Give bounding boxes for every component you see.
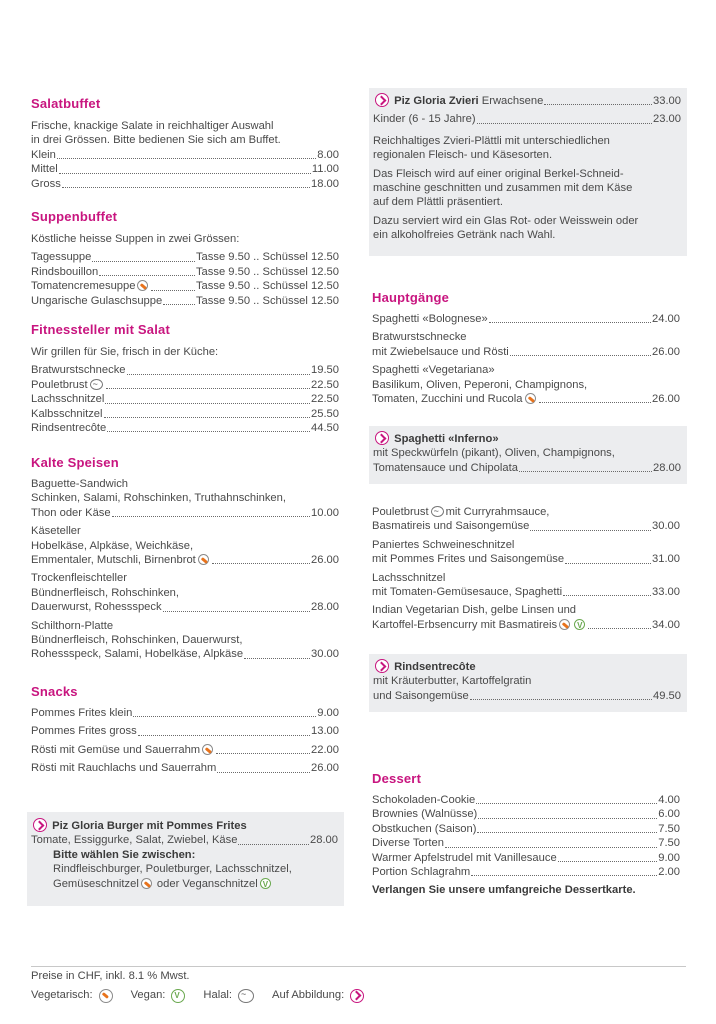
icon-legend: Vegetarisch: Vegan: V Halal: ~ Auf Abbildung: [31, 988, 366, 1002]
entrecote-title: Rindsentrecôte [394, 661, 476, 673]
suppenbuffet-section [31, 232, 339, 308]
menu-item: Ungarische Gulaschsuppe Tasse 9.50 .. Schüssel 12.50 [31, 294, 339, 307]
section-title-suppenbuffet: Suppenbuffet [31, 209, 118, 224]
menu-item: Obstkuchen (Saison) 7.50 [372, 822, 680, 835]
menu-item: Lachsschnitzel 22.50 [31, 393, 339, 406]
hauptgaenge-more [372, 505, 680, 632]
kalte-speisen-section [31, 477, 339, 662]
halal-icon [238, 989, 254, 1003]
menu-item: Kalbsschnitzel 25.50 [31, 407, 339, 420]
vegetarian-icon [559, 619, 570, 630]
menu-item: Tomate, Essiggurke, Salat, Zwiebel, Käse 28.00 [31, 834, 338, 847]
menu-item: Spaghetti «Bolognese» 24.00 [372, 313, 680, 325]
salatbuffet-desc: Frische, knackige Salate in reichhaltiger Auswahl [31, 120, 274, 132]
price-note: Preise in CHF, inkl. 8.1 % Mwst. [31, 970, 190, 982]
menu-item: Portion Schlagrahm 2.00 [372, 866, 680, 879]
vegetarian-icon [525, 393, 536, 404]
footer [31, 969, 366, 1003]
section-title-kalte-speisen: Kalte Speisen [31, 455, 119, 470]
menu-item: Tomatencremesuppe Tasse 9.50 .. Schüssel 12.50 [31, 280, 339, 293]
suppenbuffet-desc: Köstliche heisse Suppen in zwei Grössen: [31, 233, 240, 245]
menu-item: und Saisongemüse 49.50 [373, 689, 681, 702]
menu-item: Mittel 11.00 [31, 163, 339, 176]
entrecote-box: Rindsentrecôte mit Kräuterbutter, Kartoffelgratin und Saisongemüse 49.50 [369, 654, 687, 712]
vegetarian-icon [198, 554, 209, 565]
menu-item: Schilthorn-Platte Bündnerfleisch, Rohschinken, Dauerwurst, Rohessspeck, Salami, Hobelkäse, Alpkäse 30.00 [31, 619, 339, 661]
menu-item: Käseteller Hobelkäse, Alpkäse, Weichkäse, Emmentaler, Mutschli, Birnenbrot 26.00 [31, 525, 339, 567]
halal-icon [431, 506, 444, 517]
menu-item: Warmer Apfelstrudel mit Vanillesauce 9.00 [372, 851, 680, 864]
menu-item: Diverse Torten 7.50 [372, 837, 680, 850]
menu-item: Trockenfleischteller Bündnerfleisch, Rohschinken, Dauerwurst, Rohessspeck 28.00 [31, 572, 339, 614]
menu-item: Rösti mit Rauchlachs und Sauerrahm 26.00 [31, 762, 339, 775]
menu-item: Rindsbouillon Tasse 9.50 .. Schüssel 12.50 [31, 265, 339, 278]
salatbuffet-section [31, 119, 339, 191]
menu-item: Rösti mit Gemüse und Sauerrahm 22.00 [31, 743, 339, 756]
menu-item: Rindsentrecôte 44.50 [31, 422, 339, 435]
hauptgaenge-section [372, 312, 680, 406]
pictured-icon [375, 431, 389, 445]
zvieri-box: Piz Gloria Zvieri Erwachsene 33.00 Kinder (6 - 15 Jahre) 23.00 Reichhaltiges Zvieri-Plättli mit unterschiedlichen regionalen Fleisch- und Käsesorten. Das Fleisch wird auf einer original Berkel-Schneid- maschine geschnitten und zusammen mit dem Käse auf dem Plättli präsentiert. Dazu serviert wird ein Glas Rot- oder Weisswein oder ein alkoholfreies Getränk nach Wahl. [369, 88, 687, 256]
salatbuffet-desc: in drei Grössen. Bitte bedienen Sie sich am Buffet. [31, 134, 281, 147]
menu-item: Pommes Frites gross 13.00 [31, 725, 339, 738]
vegan-icon [260, 878, 271, 889]
menu-item: Schokoladen-Cookie 4.00 [372, 794, 680, 806]
pictured-icon [33, 818, 47, 832]
menu-item: Gross 18.00 [31, 177, 339, 190]
menu-item: Tagessuppe Tasse 9.50 .. Schüssel 12.50 [31, 251, 339, 264]
inferno-box: Spaghetti «Inferno» mit Speckwürfeln (pikant), Oliven, Champignons, Tomatensauce und Chipolata 28.00 [369, 426, 687, 484]
pictured-icon [375, 93, 389, 107]
inferno-title: Spaghetti «Inferno» [394, 433, 499, 445]
section-title-snacks: Snacks [31, 684, 78, 699]
section-title-salatbuffet: Salatbuffet [31, 96, 101, 111]
menu-item: Brownies (Walnüsse) 6.00 [372, 808, 680, 821]
fitnessteller-section [31, 345, 339, 435]
menu-item: Kinder (6 - 15 Jahre) 23.00 [373, 113, 681, 126]
pictured-icon [350, 989, 364, 1003]
section-title-dessert: Dessert [372, 771, 422, 786]
menu-item: Pommes Frites klein 9.00 [31, 707, 339, 719]
menu-item: Paniertes Schweineschnitzel mit Pommes Frites und Saisongemüse 31.00 [372, 538, 680, 566]
pictured-icon [375, 659, 389, 673]
vegetarian-icon [137, 280, 148, 291]
section-title-fitnessteller: Fitnessteller mit Salat [31, 322, 170, 337]
menu-item: Spaghetti «Vegetariana» Basilikum, Oliven, Peperoni, Champignons, Tomaten, Zucchini und Rucola 26.00 [372, 364, 680, 406]
menu-item: Bratwurstschnecke 19.50 [31, 364, 339, 377]
menu-item: Indian Vegetarian Dish, gelbe Linsen und Kartoffel-Erbsencurry mit Basmatireis V 34.00 [372, 603, 680, 632]
vegan-icon [574, 619, 585, 630]
vegetarian-icon [202, 744, 213, 755]
burger-box: Piz Gloria Burger mit Pommes Frites Tomate, Essiggurke, Salat, Zwiebel, Käse 28.00 Bitte wählen Sie zwischen: Rindfleischburger, Pouletburger, Lachsschnitzel, Gemüseschnitzel oder VeganschnitzelV [27, 812, 344, 906]
vegetarian-icon [99, 989, 113, 1003]
menu-item: Tomatensauce und Chipolata 28.00 [373, 461, 681, 474]
fitnessteller-desc: Wir grillen für Sie, frisch in der Küche: [31, 346, 219, 358]
vegan-icon [171, 989, 185, 1003]
menu-item: Baguette-Sandwich Schinken, Salami, Rohschinken, Truthahnschinken, Thon oder Käse 10.00 [31, 478, 339, 519]
footer-divider [31, 966, 686, 967]
menu-item: Bratwurstschnecke mit Zwiebelsauce und Rösti 26.00 [372, 331, 680, 358]
menu-item: Lachsschnitzel mit Tomaten-Gemüsesauce, Spaghetti 33.00 [372, 571, 680, 599]
menu-item: Pouletbrust ~ 22.50 [31, 378, 339, 392]
menu-item: Pouletbrust ~ mit Curryrahmsauce, Basmatireis und Saisongemüse 30.00 [372, 505, 680, 534]
menu-item: Klein 8.00 [31, 148, 339, 161]
burger-title: Piz Gloria Burger mit Pommes Frites [52, 820, 247, 832]
burger-choose-label: Bitte wählen Sie zwischen: [53, 848, 196, 861]
snacks-section [31, 706, 339, 776]
dessert-section [372, 793, 680, 898]
vegetarian-icon [141, 878, 152, 889]
halal-icon [90, 379, 103, 390]
menu-item: Piz Gloria Zvieri Erwachsene 33.00 [373, 93, 681, 108]
section-title-hauptgaenge: Hauptgänge [372, 290, 450, 305]
dessert-note: Verlangen Sie unsere umfangreiche Dessertkarte. [372, 884, 636, 897]
